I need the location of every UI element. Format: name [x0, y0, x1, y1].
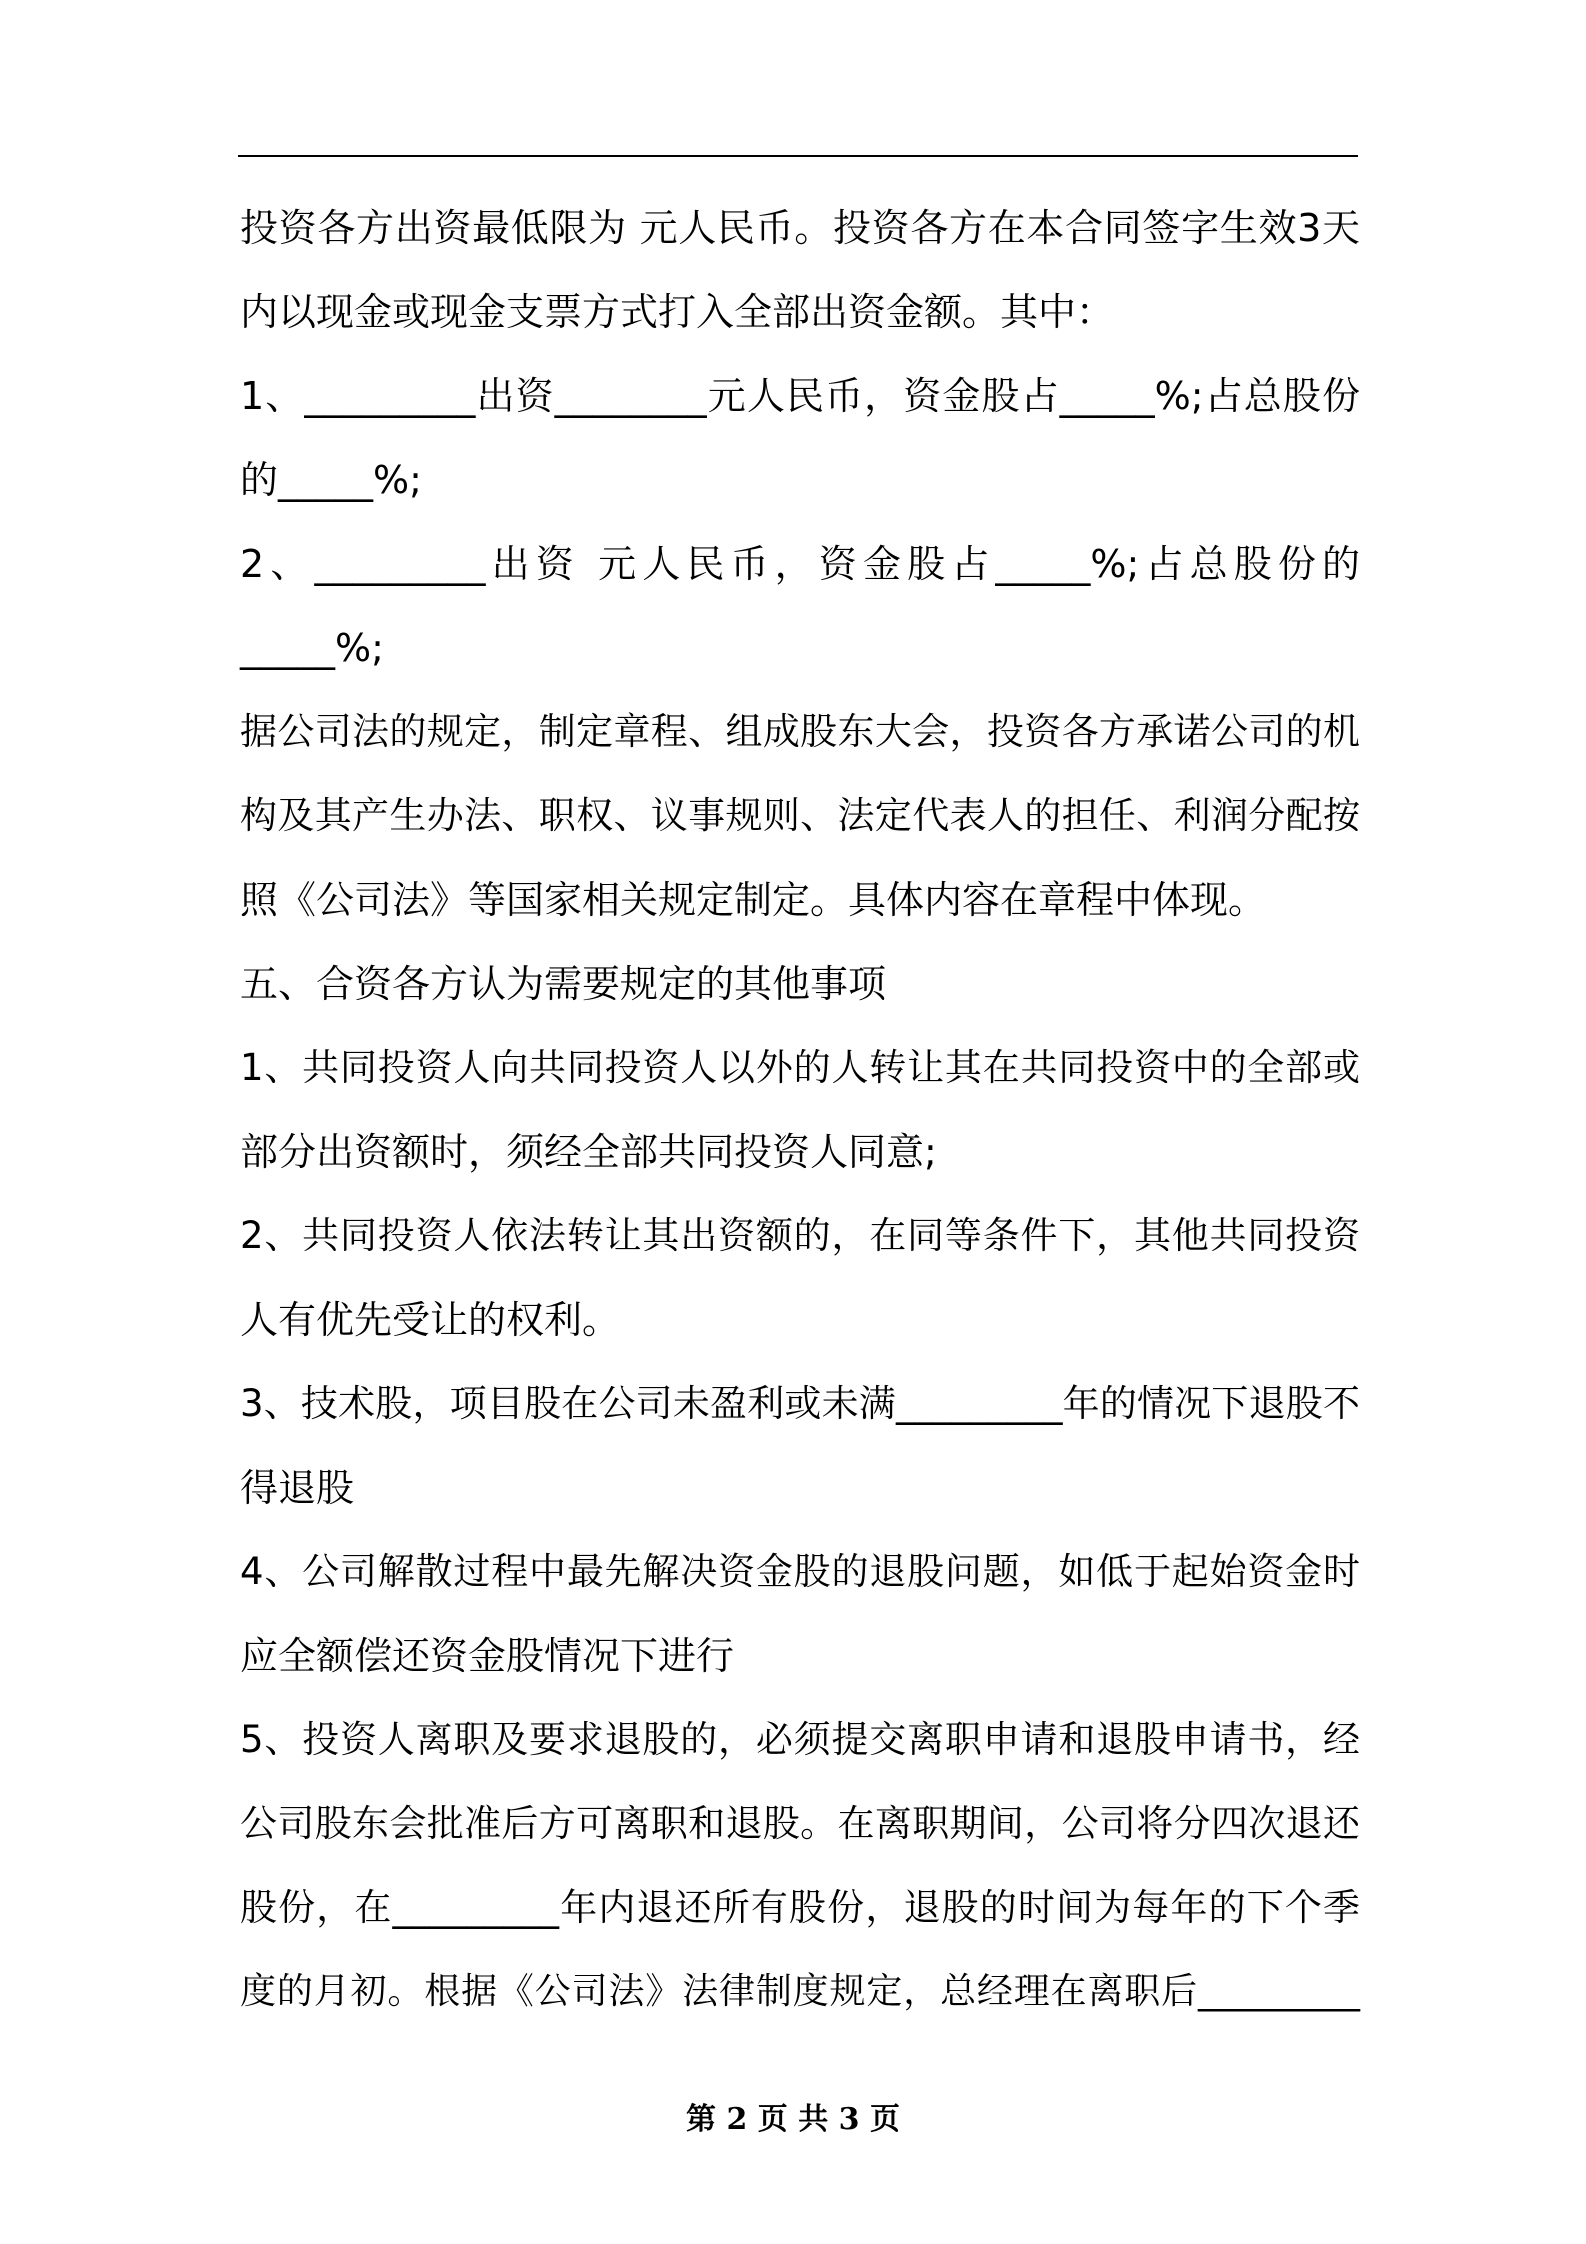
text-line: 1、_________出资________元人民币，资金股占_____%;占总股份 — [240, 374, 1360, 418]
section-heading: 五、合资各方认为需要规定的其他事项 — [240, 962, 887, 1006]
text-line: 照《公司法》等国家相关规定制定。具体内容在章程中体现。 — [240, 878, 1267, 922]
text-line: _____%; — [240, 626, 384, 670]
page-number-footer: 第 2 页 共 3 页 — [686, 2102, 900, 2137]
text-line: 部分出资额时，须经全部共同投资人同意; — [240, 1130, 937, 1174]
text-line: 人有优先受让的权利。 — [240, 1298, 621, 1342]
text-line: 1、共同投资人向共同投资人以外的人转让其在共同投资中的全部或 — [240, 1046, 1360, 1089]
text-line: 4、公司解散过程中最先解决资金股的退股问题，如低于起始资金时 — [240, 1550, 1360, 1593]
text-line: 得退股 — [240, 1466, 355, 1510]
text-line: 公司股东会批准后方可离职和退股。在离职期间，公司将分四次退还 — [240, 1802, 1360, 1845]
text-line: 的_____%; — [240, 458, 422, 502]
text-line: 投资各方出资最低限为 元人民币。投资各方在本合同签字生效3天 — [240, 206, 1360, 250]
document-body — [240, 200, 1360, 2048]
text-line: 3、技术股，项目股在公司未盈利或未满_________年的情况下退股不 — [240, 1382, 1360, 1425]
text-line: 2、共同投资人依法转让其出资额的，在同等条件下，其他共同投资 — [240, 1214, 1360, 1257]
header-rule — [238, 155, 1358, 157]
text-line: 构及其产生办法、职权、议事规则、法定代表人的担任、利润分配按 — [240, 794, 1360, 837]
text-line: 股份，在_________年内退还所有股份，退股的时间为每年的下个季 — [240, 1886, 1360, 1929]
text-line: 应全额偿还资金股情况下进行 — [240, 1634, 735, 1678]
text-line: 2、_________出资 元人民币，资金股占_____%;占总股份的 — [240, 542, 1360, 586]
text-line: 据公司法的规定，制定章程、组成股东大会，投资各方承诺公司的机 — [240, 710, 1360, 753]
text-line: 内以现金或现金支票方式打入全部出资金额。其中： — [240, 290, 1115, 334]
text-line: 5、投资人离职及要求退股的，必须提交离职申请和退股申请书，经 — [240, 1718, 1360, 1761]
text-line: 度的月初。根据《公司法》法律制度规定，总经理在离职后_________ — [240, 1971, 1360, 2012]
